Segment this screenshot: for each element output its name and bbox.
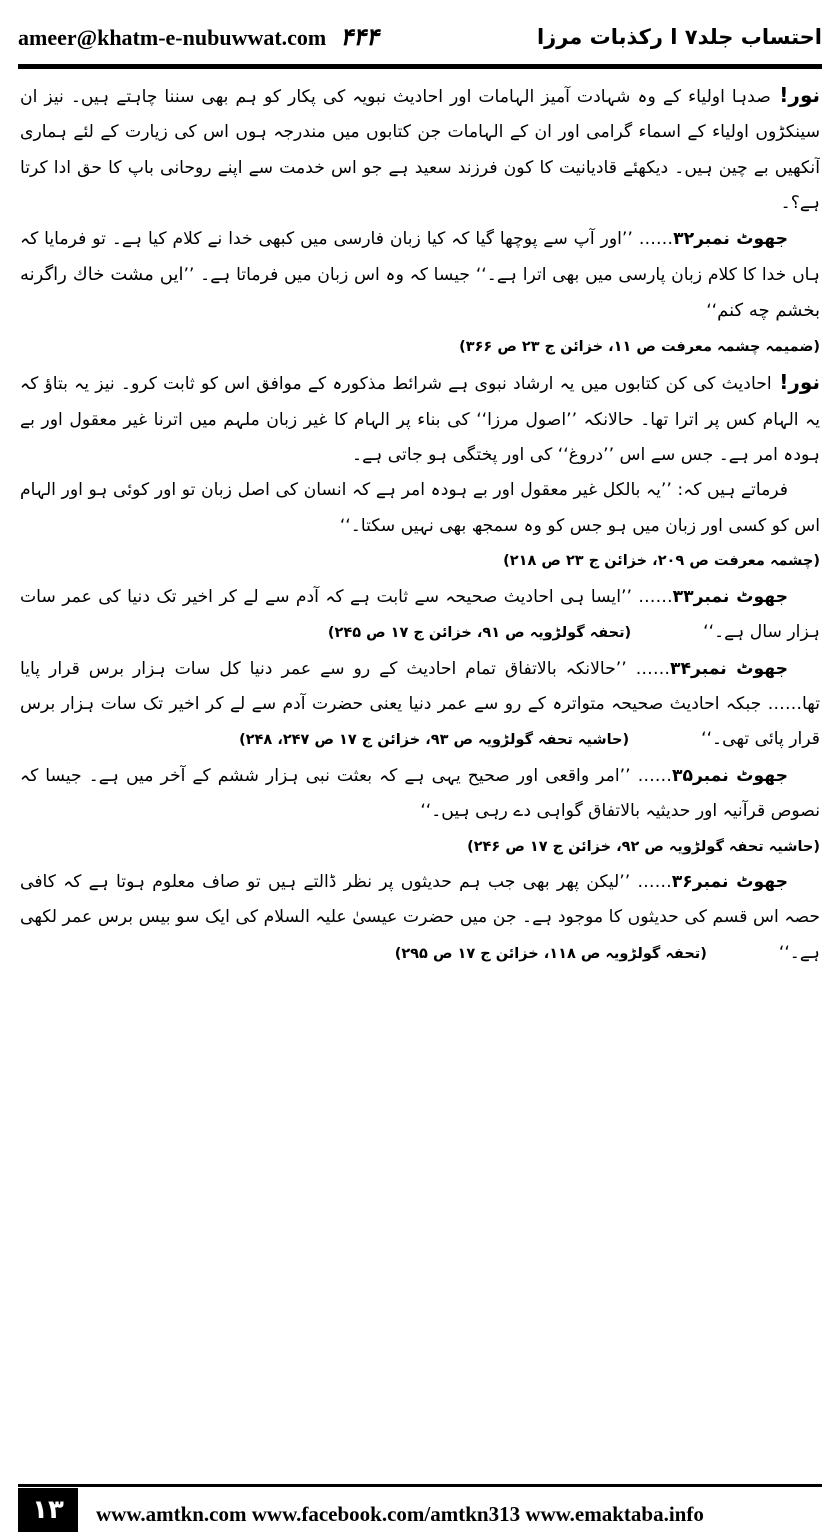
lie-label: جھوٹ نمبر۳۶ bbox=[671, 871, 788, 892]
lie-text: …… ’’امر واقعی اور صحیح یہی ہے کہ بعثت نبی ہزار ششم کے آخر میں ہے۔ جیسا کہ نصوص قرآنیہ اور حدیثیہ بالاتفاق گواہی دے رہی ہیں۔‘‘ bbox=[20, 765, 820, 822]
running-title: احتساب جلد۷ ا رکذبات مرزا bbox=[536, 25, 822, 49]
lie-33 bbox=[20, 580, 820, 652]
lie-34 bbox=[20, 652, 820, 759]
paragraph-quote: فرماتے ہیں کہ: ’’یہ بالکل غیر معقول اور بے ہودہ امر ہے کہ انسان کی اصل زبان تو اور کوئی ہو اور الہام اس کو کسی اور زبان میں ہو جس کو وہ سمجھ بھی نہیں سکتا۔‘‘ bbox=[20, 480, 820, 536]
header-left bbox=[18, 23, 379, 51]
paragraph-noor-1 bbox=[20, 78, 820, 222]
persian-verse: ایں مشت خاك راگرنه بخشم چه کنم bbox=[20, 264, 820, 322]
page-header bbox=[18, 14, 822, 60]
paragraph-text: احادیث کی کن کتابوں میں یہ ارشاد نبوی ہے شرائط مذکورہ کے موافق اس کو ثابت کرو۔ نیز یہ بتاؤ کہ یہ الہام کس پر اترا تھا۔ حالانکہ ’’اصول مرزا‘‘ کی بناء پر الہام کا غیر زبان ملہم میں اترنا غیر معقول اور بے ہودہ امر ہے۔ جس سے اس ’’دروغ‘‘ کی اور پختگی ہو جاتی ہے۔ bbox=[20, 374, 820, 466]
lie-label: جھوٹ نمبر۳۴ bbox=[670, 658, 788, 679]
lie-label: جھوٹ نمبر۳۵ bbox=[671, 765, 788, 786]
lie-36 bbox=[20, 865, 820, 972]
footer-links: www.amtkn.com www.facebook.com/amtkn313 www.emaktaba.info bbox=[96, 1501, 704, 1526]
noor-lead: نور! bbox=[770, 83, 820, 107]
lie-label: جھوٹ نمبر۳۲ bbox=[673, 228, 789, 249]
folio-number: ۱۳ bbox=[18, 1488, 78, 1532]
page-body bbox=[20, 78, 820, 1460]
paragraph-text: صدہا اولیاء کے وہ شہادت آمیز الہامات اور احادیث نبویہ کی پکار کو ہم بھی سننا چاہتے ہیں۔ نیز ان سینکڑوں اولیاء کے اسماء گرامی اور ان کے الہامات جن کتابوں میں مندرجہ ہوں اس کی زیارت کے لئے ہماری آنکھیں بے چین ہیں۔ دیکھئے قادیانیت کا کون فرزند سعید ہے جو اس خدمت سے اپنے روحانی باپ کا حق ادا کرتا ہے؟۔ bbox=[20, 87, 820, 214]
quote-close: ‘‘ bbox=[706, 301, 718, 322]
lie-label: جھوٹ نمبر۳۳ bbox=[672, 586, 788, 607]
lie-text: …… ’’اور آپ سے پوچھا گیا کہ کیا زبان فارسی میں کبھی خدا نے کلام کیا ہے۔ تو فرمایا کہ ہاں خدا کا کلام زبان پارسی میں بھی اترا ہے۔‘‘ جیسا کہ وہ اس زبان میں فرماتا ہے۔ ’’ bbox=[20, 228, 820, 286]
footer-rule bbox=[18, 1484, 822, 1487]
reference-1: (ضمیمہ چشمہ معرفت ص ۱۱، خزائن ج ۲۳ ص ۳۶۶) bbox=[459, 338, 820, 355]
lie-text: …… ’’لیکن پھر بھی جب ہم حدیثوں پر نظر ڈالتے ہیں تو صاف معلوم ہوتا ہے کہ کافی حصہ اس قسم کی حدیثوں کا موجود ہے۔ جن میں حضرت عیسیٰ علیہ السلام کی ایک سو بیس برس عمر لکھی ہے۔‘‘ bbox=[20, 871, 820, 963]
lie-text: …… ’’ایسا ہی احادیث صحیحہ سے ثابت ہے کہ آدم سے لے کر اخیر تک دنیا کی عمر سات ہزار سال ہے۔‘‘ bbox=[20, 586, 820, 643]
paragraph-noor-2 bbox=[20, 365, 820, 473]
reference-3: (تحفہ گولڑویہ ص ۹۱، خزائن ج ۱۷ ص ۲۴۵) bbox=[327, 625, 632, 642]
reference-4: (حاشیہ تحفہ گولڑویہ ص ۹۳، خزائن ج ۱۷ ص ۲۴۷، ۲۴۸) bbox=[239, 732, 630, 749]
page-footer bbox=[18, 1488, 822, 1532]
lie-35 bbox=[20, 759, 820, 830]
reference-2: (چشمہ معرفت ص ۲۰۹، خزائن ج ۲۳ ص ۲۱۸) bbox=[503, 553, 820, 570]
header-rule bbox=[18, 64, 822, 69]
reference-5: (حاشیہ تحفہ گولڑویہ ص ۹۲، خزائن ج ۱۷ ص ۲۴۶) bbox=[467, 838, 820, 855]
header-email: ameer@khatm-e-nubuwwat.com bbox=[18, 25, 327, 50]
page-number: ۴۴۴ bbox=[340, 23, 379, 51]
lie-32 bbox=[20, 222, 820, 330]
noor-lead: نور! bbox=[771, 370, 820, 395]
lie-text: …… ’’حالانکہ بالاتفاق تمام احادیث کے رو سے عمر دنیا کل سات ہزار برس قرار پایا تھا…… جبکہ احادیث صحیحہ متواترہ کے رو سے عمر دنیا یعنی حضرت آدم سے لے کر اخیر تک سات ہزار برس قرار پائی تھی۔‘‘ bbox=[20, 658, 820, 750]
reference-6: (تحفہ گولڑویہ ص ۱۱۸، خزائن ج ۱۷ ص ۲۹۵) bbox=[394, 945, 707, 962]
